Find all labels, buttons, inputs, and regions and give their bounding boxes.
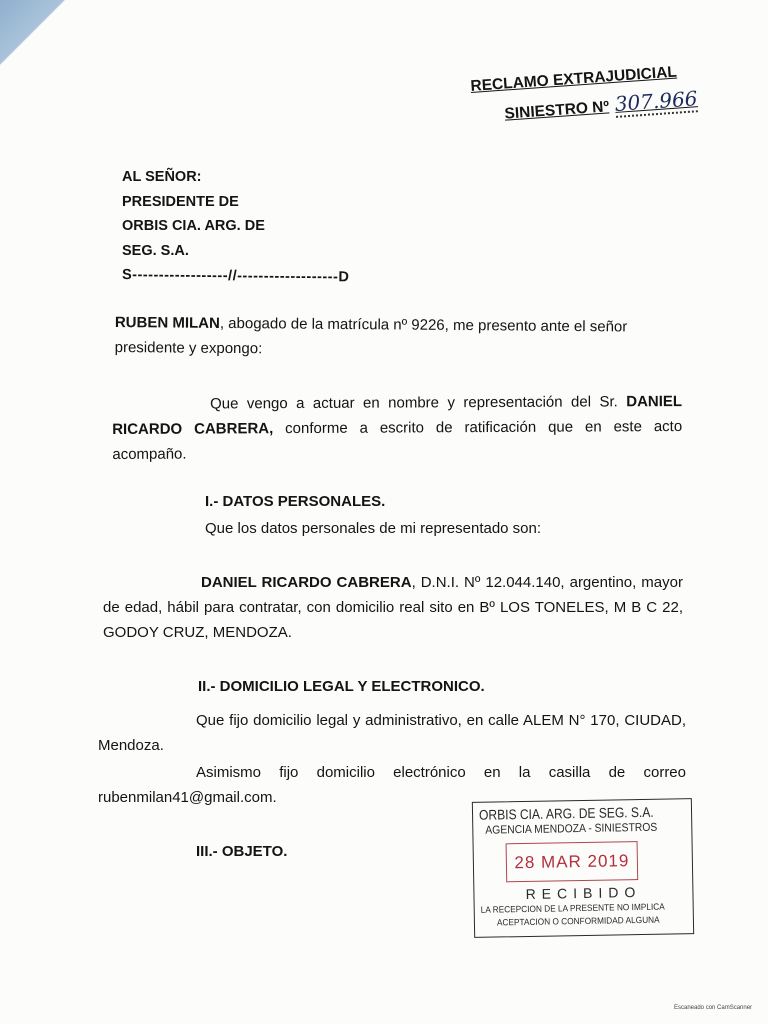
section-1-intro: Que los datos personales de mi representado son:: [205, 520, 542, 537]
addressee-line-3: ORBIS CIA. ARG. DE: [122, 218, 265, 234]
electronic-domicile-paragraph: Asimismo fijo domicilio electrónico en la casilla de correo rubenmilan41@gmail.com.: [98, 764, 686, 806]
document-header: [470, 62, 698, 128]
addressee-line-5: S------------------//-------------------D: [121, 267, 350, 286]
client-name: DANIEL RICARDO CABRERA,: [112, 393, 683, 438]
reception-stamp: [472, 798, 694, 938]
intro-paragraph: [115, 310, 675, 365]
stamp-date: 28 MAR 2019: [506, 841, 639, 882]
representation-text-after: conforme a escrito de ratificación que en este acto acompaño.: [112, 418, 683, 463]
claim-number-line: [504, 86, 699, 125]
intro-text: , abogado de la matrícula nº 9226, me presento ante el señor presidente y expongo:: [114, 314, 628, 358]
addressee-line-4: SEG. S.A.: [122, 242, 189, 259]
stamp-company: ORBIS CIA. ARG. DE SEG. S.A.: [478, 803, 654, 823]
legal-domicile-paragraph: Que fijo domicilio legal y administrativo, en calle ALEM N° 170, CIUDAD, Mendoza.: [98, 712, 686, 754]
addressee-line-2: PRESIDENTE DE: [122, 193, 239, 210]
personal-data-paragraph: [103, 570, 683, 645]
stamp-disclaimer-2: ACEPTACION O CONFORMIDAD ALGUNA: [496, 914, 660, 928]
claim-number-field: [614, 86, 698, 118]
claim-number-label: SINIESTRO Nº: [504, 98, 610, 123]
section-1-title: I.- DATOS PERSONALES.: [205, 493, 386, 510]
representation-text-before: Que vengo a actuar en nombre y representación del Sr.: [210, 393, 627, 413]
stamp-disclaimer-1: LA RECEPCION DE LA PRESENTE NO IMPLICA: [480, 901, 665, 915]
claim-number-handwritten: 307.966: [614, 86, 699, 116]
addressee-block: [122, 165, 349, 288]
section-3-title: III.- OBJETO.: [196, 843, 288, 860]
personal-data-details: , D.N.I. Nº 12.044.140, argentino, mayor de edad, hábil para contratar, con domicilio real sito en Bº LOS TONELES, M B C 22, GODOY CRUZ, MENDOZA.: [103, 574, 683, 641]
representation-paragraph: [112, 389, 682, 467]
section-2-title: II.- DOMICILIO LEGAL Y ELECTRONICO.: [198, 678, 485, 695]
addressee-line-1: AL SEÑOR:: [122, 169, 202, 185]
lawyer-name: RUBEN MILAN: [114, 313, 220, 332]
stamp-agency: AGENCIA MENDOZA - SINIESTROS: [485, 821, 658, 837]
stamp-received: RECIBIDO: [525, 883, 642, 903]
scan-corner-artifact: [0, 0, 80, 80]
scanner-watermark: Escaneado con CamScanner: [674, 1005, 753, 1011]
claim-title: RECLAMO EXTRAJUDICIAL: [470, 63, 678, 95]
personal-data-name: DANIEL RICARDO CABRERA: [201, 574, 412, 591]
